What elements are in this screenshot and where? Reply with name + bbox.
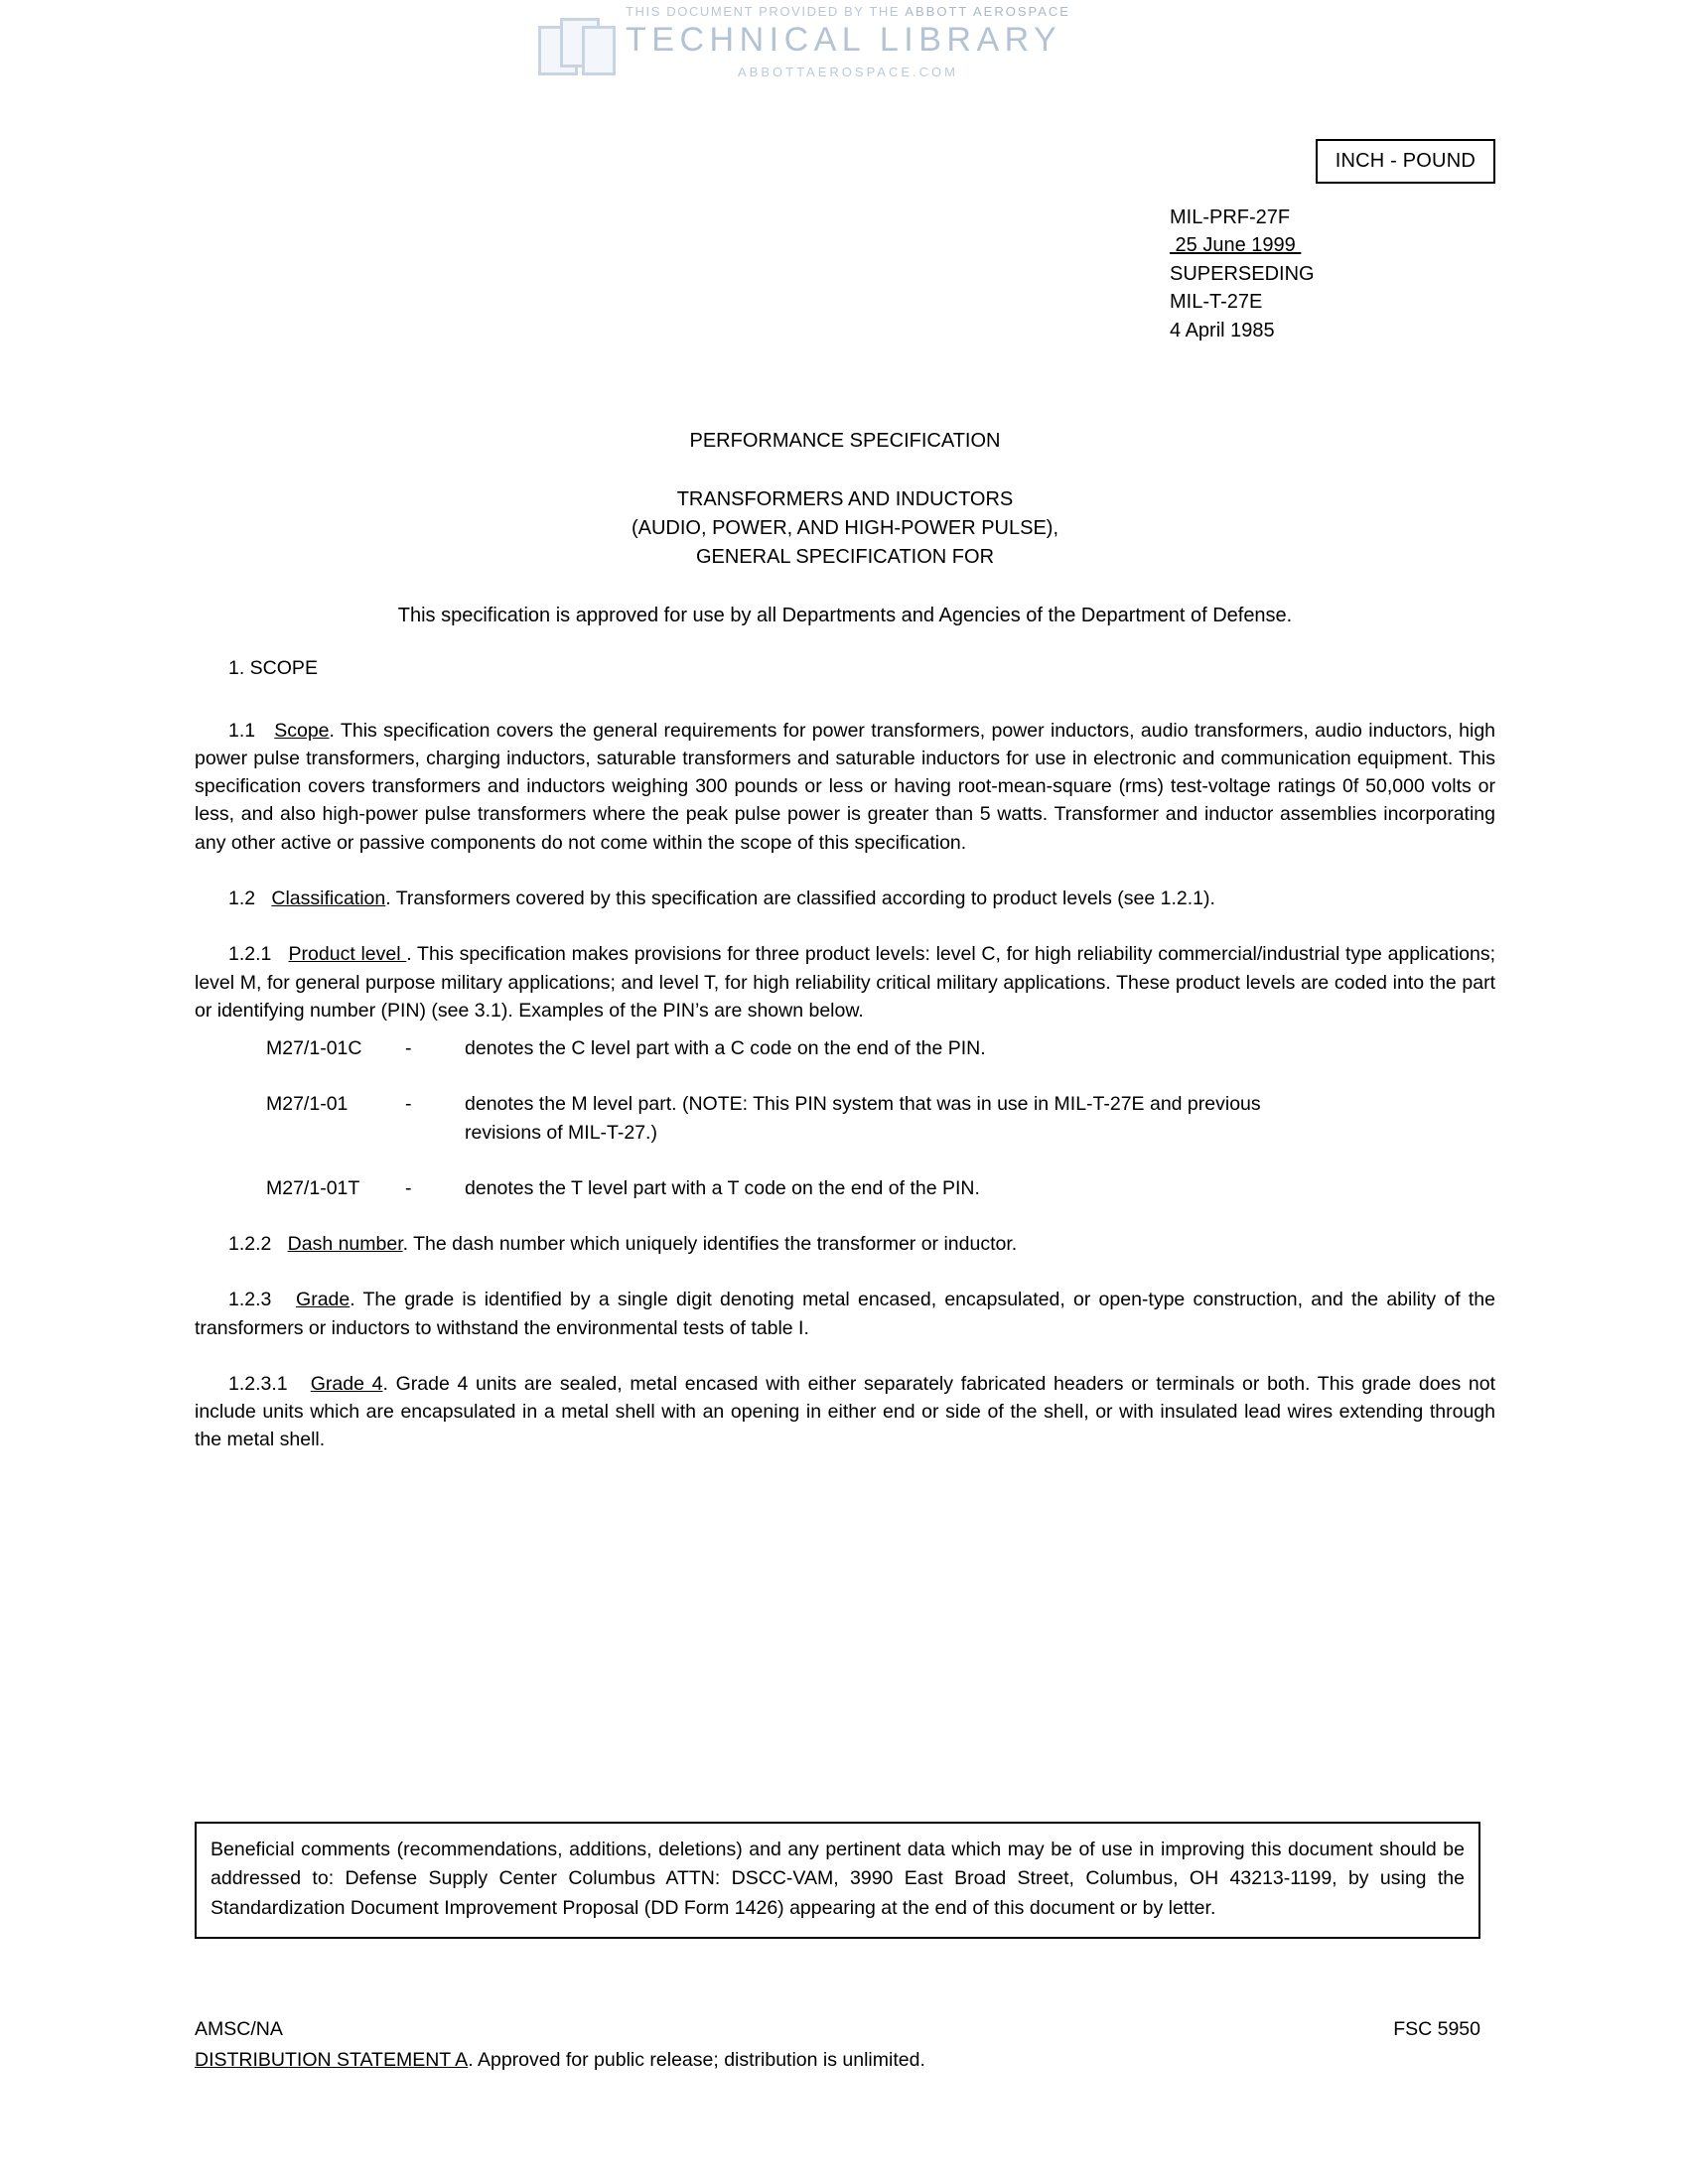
section-1-2-2-title: Dash number	[287, 1233, 403, 1256]
distribution-statement-label: DISTRIBUTION STATEMENT A	[195, 2049, 469, 2072]
pin-examples-table	[266, 1034, 1289, 1230]
section-1-2-3-1-title: Grade 4	[310, 1372, 383, 1395]
section-1-2-1-title: Product level	[288, 943, 407, 966]
inch-pound-badge: INCH - POUND	[1316, 139, 1495, 184]
section-1-1-title: Scope	[274, 719, 330, 742]
specification-title-line-3: GENERAL SPECIFICATION FOR	[695, 546, 995, 568]
watermark-url: ABBOTTAEROSPACE.COM	[738, 65, 958, 79]
specification-title-line-1: TRANSFORMERS AND INDUCTORS	[676, 488, 1014, 510]
section-1-heading: 1. SCOPE	[228, 657, 318, 679]
section-1-2-1-paragraph	[195, 940, 1495, 1024]
watermark-brand: ABBOTT AEROSPACE	[905, 4, 1070, 19]
pin-code: M27/1-01C	[266, 1037, 362, 1060]
section-1-2-1-number: 1.2.1	[228, 943, 272, 966]
watermark-title: TECHNICAL LIBRARY	[626, 21, 1062, 59]
page-footer	[195, 2015, 1480, 2076]
document-identification-block	[1170, 204, 1468, 344]
pin-description: denotes the M level part. (NOTE: This PIN system that was in use in MIL-T-27E and previous revisions of MIL-T-27.)	[465, 1093, 1261, 1144]
section-1-2-2-text: . The dash number which uniquely identifies the transformer or inductor.	[402, 1233, 1018, 1256]
pin-description: denotes the C level part with a C code on the end of the PIN.	[465, 1037, 986, 1060]
approval-statement: This specification is approved for use by all Departments and Agencies of the Department of Defense.	[397, 605, 1293, 626]
beneficial-comments-box: Beneficial comments (recommendations, additions, deletions) and any pertinent data which may be of use in improving this document should be addressed to: Defense Supply Center Columbus ATTN: DSCC-VAM, 3990 East Broad Street, Columbus, OH 43213-1199, by using the Standardization Document Improvement Proposal (DD Form 1426) appearing at the end of this document or by letter.	[195, 1822, 1480, 1939]
superseded-document-number: MIL-T-27E	[1170, 291, 1263, 314]
section-1-1-number: 1.1	[228, 719, 256, 742]
specification-type: PERFORMANCE SPECIFICATION	[689, 430, 1001, 452]
section-1-2-2-number: 1.2.2	[228, 1233, 272, 1256]
section-1-2-number: 1.2	[228, 887, 256, 910]
section-1-2-3-1-text: . Grade 4 units are sealed, metal encased with either separately fabricated headers or terminals or both. This grade does not include units which are encapsulated in a metal shell with an opening in either end or side of the shell, or with insulated lead wires extending through the metal shell.	[195, 1372, 1495, 1451]
section-1-2-text: . Transformers covered by this specification are classified according to product levels (see 1.2.1).	[385, 887, 1215, 910]
superseded-document-date: 4 April 1985	[1170, 319, 1275, 341]
table-row	[266, 1090, 1289, 1174]
document-number: MIL-PRF-27F	[1170, 206, 1291, 228]
superseding-label: SUPERSEDING	[1170, 262, 1315, 285]
pin-description: denotes the T level part with a T code on the end of the PIN.	[465, 1176, 980, 1199]
stacked-cubes-logo-icon	[538, 14, 612, 77]
section-1-2-3-1-number: 1.2.3.1	[228, 1372, 288, 1395]
pin-code: M27/1-01	[266, 1093, 349, 1116]
pin-code: M27/1-01T	[266, 1176, 360, 1199]
specification-title-line-2: (AUDIO, POWER, AND HIGH-POWER PULSE),	[631, 517, 1059, 539]
section-1-2-paragraph	[195, 885, 1495, 912]
table-row	[266, 1034, 1289, 1090]
section-1-2-3-number: 1.2.3	[228, 1289, 272, 1311]
document-date: 25 June 1999	[1170, 234, 1302, 257]
section-1-2-2-paragraph	[195, 1230, 1495, 1258]
pin-dash: -	[405, 1037, 412, 1060]
distribution-statement	[195, 2046, 1480, 2075]
table-row	[266, 1174, 1289, 1230]
section-1-2-3-paragraph	[195, 1286, 1495, 1342]
pin-dash: -	[405, 1093, 412, 1116]
fsc-label: FSC 5950	[1393, 2018, 1480, 2040]
watermark-banner	[0, 0, 1688, 94]
pin-dash: -	[405, 1176, 412, 1199]
section-1-2-3-text: . The grade is identified by a single digit denoting metal encased, encapsulated, or open-type construction, and the ability of the transformers or inductors to withstand the environmental tests of table I.	[195, 1289, 1495, 1339]
specification-title-block	[195, 427, 1495, 572]
distribution-statement-text: . Approved for public release; distribution is unlimited.	[468, 2049, 925, 2072]
section-1-2-1-text: . This specification makes provisions for three product levels: level C, for high reliability commercial/industrial type applications; level M, for general purpose military applications; and level T, for high reliability critical military applications. These product levels are coded into the part or identifying number (PIN) (see 3.1). Examples of the PIN’s are shown below.	[195, 943, 1496, 1022]
section-1-2-3-title: Grade	[296, 1289, 351, 1311]
document-content	[195, 655, 1495, 1454]
amsc-label: AMSC/NA	[195, 2018, 283, 2040]
watermark-line-1	[626, 4, 1070, 19]
section-1-1-text: . This specification covers the general requirements for power transformers, power inductors, audio transformers, audio inductors, high power pulse transformers, charging inductors, saturable transformers and saturable inductors for use in electronic and communication equipment. This specification covers transformers and inductors weighing 300 pounds or less or having root-mean-square (rms) test-voltage ratings 0f 50,000 volts or less, and also high-power pulse transformers where the peak pulse power is greater than 5 watts. Transformer and inductor assemblies incorporating any other active or passive components do not come within the scope of this specification.	[195, 719, 1496, 854]
watermark-provided-by: THIS DOCUMENT PROVIDED BY THE	[626, 4, 901, 19]
section-1-1-paragraph	[195, 717, 1495, 857]
section-1-2-title: Classification	[271, 887, 386, 910]
section-1-2-3-1-paragraph	[195, 1370, 1495, 1454]
